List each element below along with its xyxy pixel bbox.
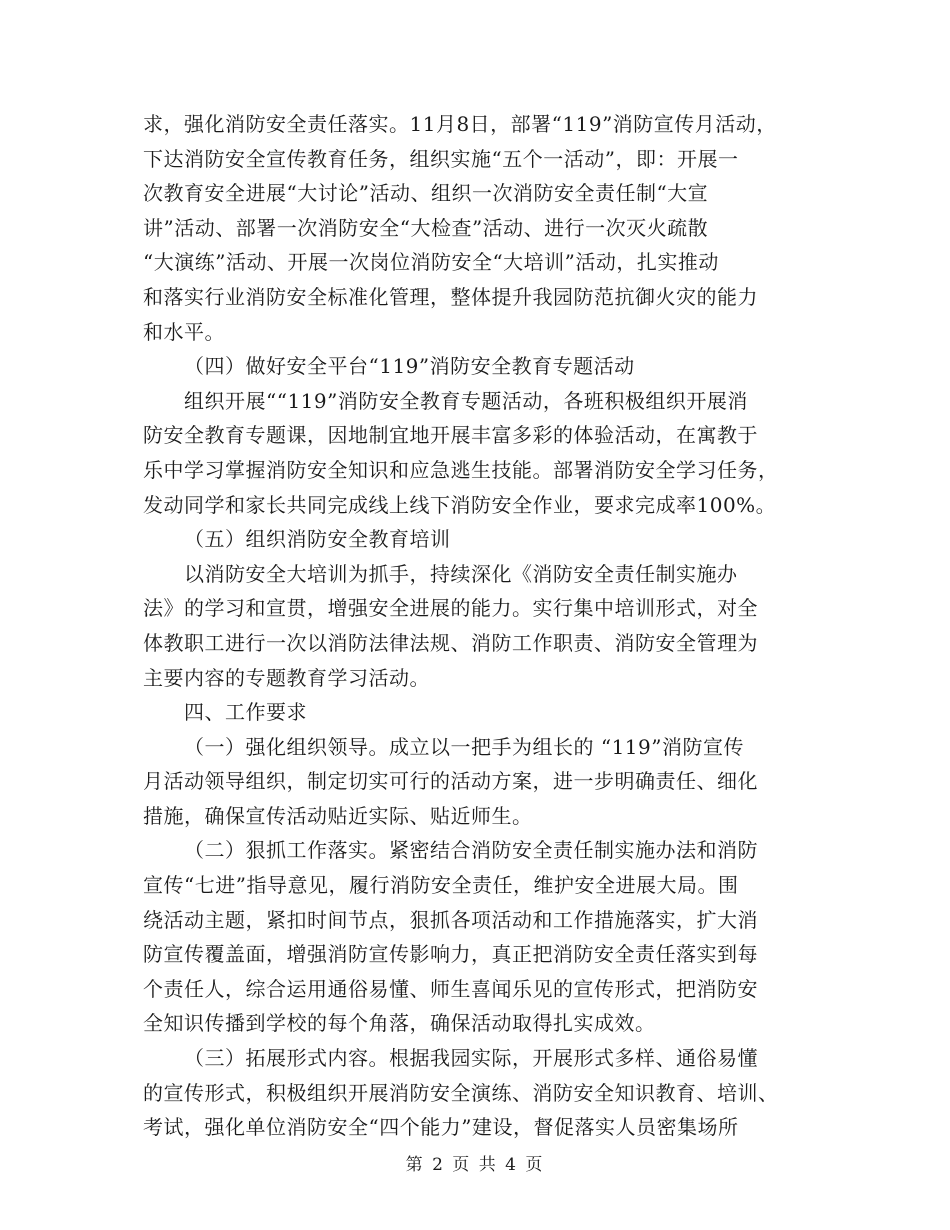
- text-line: （二）狠抓工作落实。紧密结合消防安全责任制实施办法和消防: [184, 838, 758, 863]
- text-line: 主要内容的专题教育学习活动。: [143, 665, 430, 690]
- text-line: 和水平。: [143, 319, 225, 344]
- text-line: 绕活动主题，紧扣时间节点，狠抓各项活动和工作措施落实，扩大消: [143, 907, 758, 932]
- text-line: 讲”活动、部署一次消防安全“大检查”活动、进行一次灭火疏散: [143, 215, 709, 240]
- text-line: 次教育安全进展“大讨论”活动、组织一次消防安全责任制“大宣: [143, 181, 709, 206]
- text-line: 乐中学习掌握消防安全知识和应急逃生技能。部署消防安全学习任务，: [143, 457, 779, 482]
- text-line: 月活动领导组织，制定切实可行的活动方案，进一步明确责任、细化: [143, 769, 758, 794]
- section-heading: 四、工作要求: [184, 700, 307, 725]
- text-line: 防安全教育专题课，因地制宜地开展丰富多彩的体验活动，在寓教于: [143, 423, 758, 448]
- text-line: 宣传“七进”指导意见，履行消防安全责任，维护安全进展大局。围: [143, 873, 739, 898]
- text-line: 全知识传播到学校的每个角落，确保活动取得扎实成效。: [143, 1011, 656, 1036]
- text-line: （一）强化组织领导。成立以一把手为组长的 “119”消防宣传: [184, 734, 744, 759]
- section-heading: （四）做好安全平台“119”消防安全教育专题活动: [184, 354, 635, 379]
- text-line: 的宣传形式，积极组织开展消防安全演练、消防安全知识教育、培训、: [143, 1080, 779, 1105]
- text-line: 以消防安全大培训为抓手，持续深化《消防安全责任制实施办: [184, 561, 738, 586]
- text-line: 求，强化消防安全责任落实。11月8日，部署“119”消防宣传月活动，: [143, 112, 777, 136]
- text-line: 组织开展““119”消防安全教育专题活动，各班积极组织开展消: [184, 388, 748, 413]
- text-line: 发动同学和家长共同完成线上线下消防安全作业，要求完成率100%。: [143, 492, 777, 517]
- text-line: 考试，强化单位消防安全“四个能力”建设，督促落实人员密集场所: [143, 1115, 739, 1140]
- text-line: （三）拓展形式内容。根据我园实际，开展形式多样、通俗易懂: [184, 1046, 758, 1071]
- text-line: 和落实行业消防安全标准化管理，整体提升我园防范抗御火灾的能力: [143, 284, 758, 309]
- text-line: 措施，确保宣传活动贴近实际、贴近师生。: [143, 803, 533, 828]
- text-line: 防宣传覆盖面，增强消防宣传影响力，真正把消防安全责任落实到每: [143, 942, 758, 967]
- text-line: 法》的学习和宣贯，增强安全进展的能力。实行集中培训形式，对全: [143, 596, 758, 621]
- page-footer: 第 2 页 共 4 页: [405, 1155, 545, 1175]
- text-line: 个责任人，综合运用通俗易懂、师生喜闻乐见的宣传形式，把消防安: [143, 976, 758, 1001]
- document-body: [143, 107, 823, 1145]
- section-heading: （五）组织消防安全教育培训: [184, 527, 451, 552]
- text-line: 体教职工进行一次以消防法律法规、消防工作职责、消防安全管理为: [143, 630, 758, 655]
- text-line: “大演练”活动、开展一次岗位消防安全“大培训”活动，扎实推动: [143, 250, 719, 275]
- text-line: 下达消防安全宣传教育任务，组织实施“五个一活动”，即：开展一: [143, 146, 739, 171]
